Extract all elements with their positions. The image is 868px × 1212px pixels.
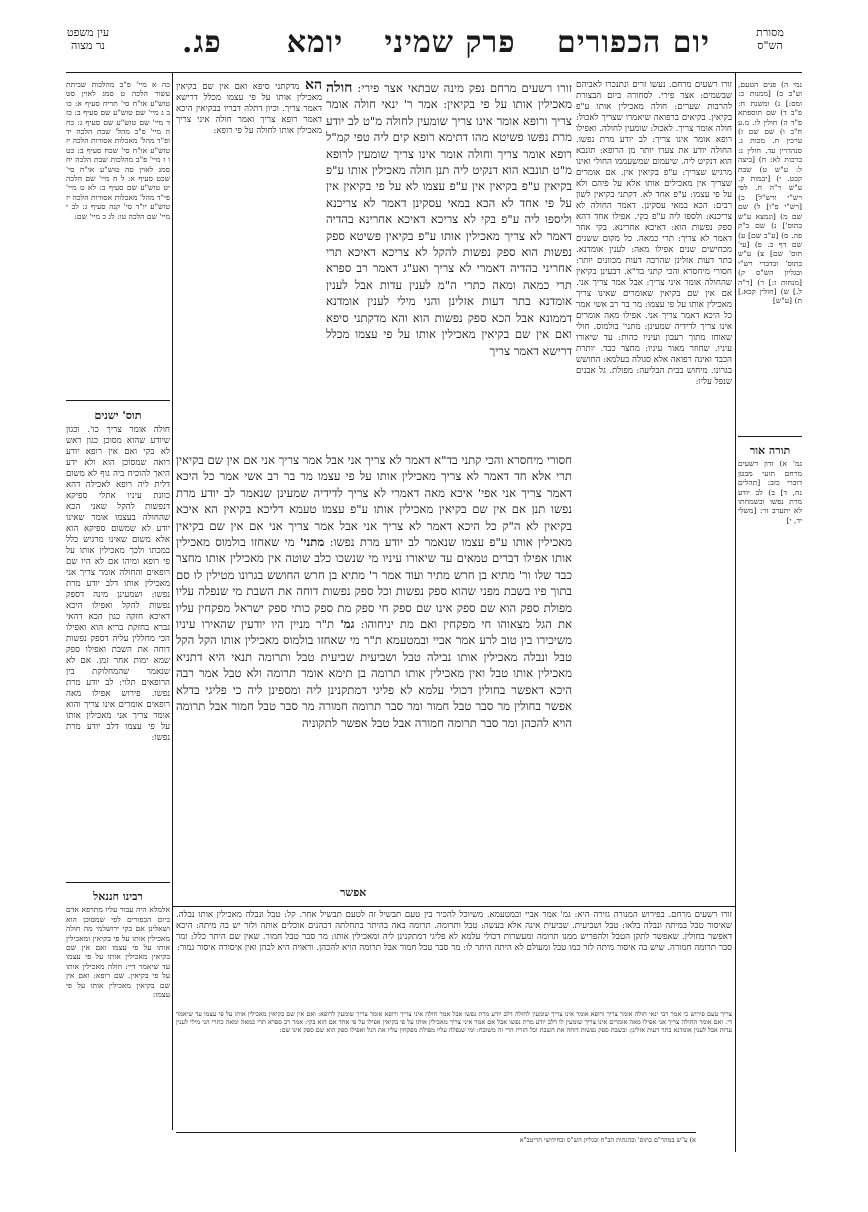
bottom-commentary: זורו רשעים מרחם. בפירוש המנורה גזירה היא: גמ' אמר אביי ובמטעמא. משיוכל להכיר בין טעם תבשיל זה לטעם תבשיל אחר. קל: טבל ונבלה מאכילין אותו נבלה. שאיסור טבל במיתה ונבלה בלאו: טבל ושביעית. שביעית אינה אלא בעשה: טבל ותרומה. תרומה באה בהיתר בתחלתה דכהנים אוכלים אותה ולזר יש בה מיתה: היכא דאפשר בחולין. שאפשר לתקן הטבל ולהפריש ממנו תרומה ומעשרות דכולי עלמא לא פליגי דמתקנינן ליה ומאכילין אותו: מר סבר טבל חמור. שאין שם היתר כלל: ומר סבר תרומה חמורה. שיש בה איסור מיתה לזר כמו טבל ומעולם לא היתה היתר לו: מר סבר טבל חמור אבל תרומה הויא להכהן. וראויה היא לכהן ואין איסורה איסור גמור: [176,910,732,953]
rashi-column: זורו רשעים מרחם. נעשו זרים ונתנכרו לאביהם שבשמים: אצר פירי. לסחורה ביום הבצורת להרבות שערים: חולה מאכילין אותו ע"פ בקיאין. בקיאים ברפואה שיאמרו שצריך לאכול: חולה אומר צריך. לאכול: שומעין לחולה. ואפילו רופא אומר אינו צריך: לב יודע מרת נפשו. החולה יודע את צערו יותר מן הרופא: תונבא הוא דנקיט ליה. שיעמום שמשעממו החולי ואינו מרגיש שצריך: ע"פ בקיאין אין. אם אומרים שצריך אין מאכילים אותו אלא על פיהם ולא על פי עצמו: ע"פ אחד לא. דקתני בקיאין לשון רבים: הכא במאי עסקינן. דאמר החולה לא צריכנא: ולספו ליה ע"פ בקי. אפילו אחד דהא ספק נפשות הוא: דאיכא אחרינא. בקי אחר דאמר לא צריך: תרי כמאה. כל מקום ששנים מכחישים שנים אפילו מאה: לענין אומדנא. בתר דעות אזלינן שהרבה דעות מכוונים יותר: חסורי מיחסרא והכי קתני בד"א. דבעינן בקיאין שהחולה אומר איני צריך: אבל אמר צריך אני. אם אין שם בקיאין שאומרים שאינו צריך מאכילין אותו על פי עצמו: מר בר רב אשי אמר כל היכא דאמר צריך אני. אפילו מאה אומרים אינו צריך לדידיה שמעינן: מתני' בולמוס. חולי שאוחז מתוך רעבון ועיניו כהות: עד שיאורו עיניו. שחוזר מאור עיניו: מחצר כבד. יותרת הכבד ואינה רפואה אלא סגולה בעלמא: החושש בגרונו. מיחוש בבית הבליעה: מפולת. גל אבנים שנפל עליו: [576,80,732,387]
tractate-name: יומא [286,25,344,60]
torah-or-title: תורה אור [749,444,791,457]
rabbeinu-chananel-box [66,886,170,1126]
ein-mishpat-column: כה א מיי' פ"ב מהלכות שביתת עשור הלכה ט סמג לאוין סט טוש"ע או"ח סי' תריח סעיף א: כו ב ג מיי' שם טוש"ע שם סעיף ב: כז ד מיי' שם טוש"ע שם סעיף ג: כח ה מיי' פ"ב מהל' שבת הלכה יד ופ"ד מהל' מאכלות אסורות הלכה יז טוש"ע או"ח סי' שכח סעיף ב: כט ו ז מיי' פ"ב מהלכות שבת הלכה יח סמג לאוין סה טוש"ע או"ח סי' שכט סעיף א: ל ח מיי' שם הלכה יט טוש"ע שם סעיף ב: לא ט מיי' פי"ד מהל' מאכלות אסורות הלכה יז טוש"ע יו"ד סי' קנה סעיף ג: לב י מיי' שם הלכה טו: לג כ מיי' שם: [66,80,170,221]
gemara-text-block [326,80,572,450]
footnote-reference: א) ע"ש במהר"ם בתוס' ובהגהות הב"ח ובגליון הש"ס ובחידושי הריטב"א [519,1136,696,1144]
footnotes-block: צריך טעם פירוש כי אמר רבי ינאי חולה אומר צריך ורופא אומר אינו צריך שומעין לחולה דלב יודע מרת נפשו אבל אמר חולה איני צריך ורופא אומר צריך שומעין לרופא: ואם אין שם בקיאין מאכילין אותו על פי עצמו עד שיאמר די. ואם אומר החולה צריך אני אפילו מאה אומרים אינו צריך שומעין לו דלב יודע מרת נפשו אבל אם אמר איני צריך מאכילין אותו על פי בקיאין אפילו על פי אחד אם הוא בקי: אמר רב ספרא תרי כמאה ומאה כתרי הני מילי לענין עדות אבל לענין אומדנא בתר דעות אזלינן: ובשבת ספק נפשות דוחה את השבת וכל הזריז הרי זה משובח: ומי שנפלה עליו מפולת מפקחין עליו את הגל ואפילו ספק הוא שם ספק אינו שם: [176,1010,732,1035]
gemara2-text: ת"ר מניין היו יודעין שהאירו עיניו משיכירו בין טוב לרע אמר אביי ובמטעמא ת"ר מי שאחזו בולמוס מאכילין אותו הקל הקל טבל ונבלה מאכילין אותו נבילה טבל ושביעית שביעית טבל ותרומה תנאי היא דתניא מאכילין אותו טבל ואין מאכילין אותו תרומה בן תימא אומר תרומה ולא טבל אמר רבה היכא דאפשר בחולין דכולי עלמא לא פליגי דמתקנינן ליה ומספינן ליה כי פליגי בדלא אפשר בחולין מר סבר טבל חמור ומר סבר תרומה חמורה מר סבר טבל חמור אבל תרומה הויא להכהן ומר סבר תרומה חמורה אבל טבל אפשר לתקוניה [176,617,572,730]
torah-or-box [738,440,802,570]
mishnah-lead-word: חולה [326,80,353,96]
gemara-middle-text: חסורי מיחסרא והכי קתני בד"א דאמר לא צריך אני אבל אמר צריך אני אם אין שם בקיאין תרי אלא חד דאמר לא צריך מאכילין אותו על פי עצמו מר בר רב אשי אמר כל היכא דאמר צריך אני אפי' איכא מאה דאמרי לא צריך לדידיה שמעינן שנאמר לב יודע מרת נפשו תנן אם אין שם בקיאין מאכילין אותו ע"פ עצמו טעמא דליכא בקיאין הא איכא בקיאין לא ה"ק כל היכא דאמר לא צריך אני אבל אמר צריך אני אם אין שם בקיאין מאכילין אותו ע"פ עצמו שנאמר לב יודע מרת נפשו: [176,453,572,550]
right-margin-rule [735,72,736,1152]
mishnah-text: מאכילין אותו על פי בקיאין: אמר ר' ינאי חולה אומר צריך ורופא אומר אינו צריך שומעין לחולה מ"ט לב יודע מרת נפשו פשיטא מהו דתימא רופא קים ליה טפי קמ"ל רופא אומר צריך וחולה אומר אינו צריך שומעין לרופא מ"ט תונבא הוא דנקיט ליה תנן חולה מאכילין אותו ע"פ בקיאין ע"פ בקיאין אין ע"פ עצמו לא על פי בקיאין אין על פי אחד לא הכא במאי עסקינן דאמר לא צריכנא וליספו ליה ע"פ בקי לא צריכא דאיכא אחרינא בהדיה דאמר לא צריך מאכילין אותו ע"פ בקיאין פשיטא ספק נפשות הוא ספק נפשות להקל לא צריכא דאיכא תרי אחריני בהדיה דאמרי לא צריך ואע"ג דאמר רב ספרא תרי כמאה ומאה כתרי ה"מ לענין עדות אבל לענין אומדנא בתר דעות אזלינן והני מילי לענין אומדנא דממונא אבל הכא ספק נפשות הוא והא מדקתני סיפא ואם אין שם בקיאין מאכילין אותו על פי עצמו מכלל דרישא דאמר צריך [326,97,572,358]
masoret-heading [738,26,802,66]
torah-or-rule [738,436,802,437]
rabbeinu-rule [66,882,170,883]
footnote-rule [176,1132,696,1133]
page-number: פג. [182,25,222,60]
rabbeinu-chananel-title: רבינו חננאל [93,890,143,903]
rabbeinu-chananel-text: אלמלא היה עבור עליו מתרפא אדם ביום הכפורים לפי שמסוכן הוא ושאלינן אם בקי ירושלמי מה חולה מאכילין אותו על פי בקיאין ומאכילין אותו על פי עצמו ואם אין שם בקיאין מאכילין אותו על פי עצמו עד שיאמר דיי: חולה מאכילין אותו על פי בקיאין. שם רופא: ואם אין שם בקיאין מאכילין אותו על פי עצמו: [66,905,170,1000]
mishnah2-text: מי שאחזו בולמוס מאכילין אותו אפילו דברים טמאים עד שיאורו עיניו מי שנשכו כלב שוטה אין מאכילין אותו מחצר כבד שלו ור' מתיא בן חרש מתיר ועוד אמר ר' מתיא בן חרש החושש בגרונו מטילין לו סם בתוך פיו בשבת מפני שהוא ספק נפשות וכל ספק נפשות דוחה את השבת מי שנפלה עליו מפולת ספק הוא שם ספק אינו שם ספק חי ספק מת ספק כותי ספק ישראל מפקחין עליו את הגל מצאוהו חי מפקחין ואם מת יניחוהו: [176,535,572,632]
tosafot-rule [66,400,170,401]
tosafot-yeshanim-text: חולה אומר צריך כו'. וכגון שיודע שהוא מסוכן כגון ראש לא בקי ואם אין רופא יודע רואה שמסוכן הוא ולא ידע היאך להוכיח ביה גוף לא משום דלית ליה רופא לאכילה דהא כוונת עיניו אתלי ספיקא דנפשות להקל שאני הכא שהחולה בעצמו אומר שאינו יודע לא שמשום ספיקא הוא אלא משום שאינו מרגיש כלל במכתו ולכך מאכילין אותו על פי רופא ומיהו אם לא היו שם רופאים והחולה אומר צריך אני מאכילין אותו דלב יודע מרת נפשו: ושמעינן מינה דספק נפשות להקל ואפילו היכא דאיכא חזקה כגון הכא דהאי גברא בחזקת בריא הוא ואפילו הכי מחללין עליה דספק נפשות דוחה את השבת ואפילו ספק שמא ימות אחר זמן. אם לא שנאמר שהמחלוקת בין הרופאים תלוי: לב יודע מרת נפשו. פירוש אפילו מאה רופאים אומרים אינו צריך והוא אומר צריך אני מאכילין אותו על פי עצמו דלב יודע מרת נפשו: [66,425,170,743]
masoret-title: מסורת [756,26,784,39]
mishnah2-label: מתני' [299,535,325,550]
gemara-opening: זורו רשעים מרחם נפק מינה שבתאי אצר פירי: [357,81,572,95]
catchword: אפשר [340,886,367,899]
ein-mishpat-title: עין משפט [66,26,110,39]
gemara2-label: גמ' [340,617,355,632]
tosafot-yeshanim-title: תוס' ישנים [94,409,142,422]
ein-mishpat-heading [60,26,116,66]
header-rule [66,72,802,73]
bottom-commentary-rule [172,906,735,907]
chapter-name: יום הכפורים [557,25,710,60]
hashas-title: הש"ס [757,39,783,52]
ner-mitzvah-title: נר מצוה [71,39,105,52]
tosafot-yeshanim-box [66,404,170,878]
left-margin-rule [172,72,173,1130]
chapter-number: פרק שמיני [384,25,516,60]
hamishnah-marker: הא [304,80,322,93]
masoret-hashas-column: נמי ה) פנים הטעם, וע"ב ב) [ממנות כ: ומס:] ג) ומשנת ח: פ"ב ד) שם תוספתא פ"ד ה) חולין לו. מ.ע ח"ב ו) שם שם ז) ערכין ח. מכות ג. סנהדרין עד. חולין נ: ברכות לא: ח) [ביצה ל: ע"ש ט) שבת קכט. י) [יבמות ק. ע"ש ר"ה ח. לפי רש"י ורש"ל] כ) [רש"י פ"ו] ל) שם שם מ) [ונמצא ע"ש בתוס'] נ) שם ב"ק פה. ס) [ע"ב שם] ע) שם דף ב. פ) [עי' תוס' שם] צ) ע"ש בתוס' ובדברי רש"י ובגליון הש"ס ק) [מנחות ז:] ר) [ר"ה ל.] ש) [חולין קכא.] ת) [ע"ש] [738,80,802,306]
torah-or-text: גמ' א) זדון רשעים מרחם תועי מבטן דוברי כזב: [תהלים נח, ד] ב) לב יודע מרת נפשו ובשמחתו לא יתערב זר: [משלי יד, י] [738,459,802,525]
top-left-commentary-text: מדקתני סיפא ואם אין שם בקיאין מאכילין אותו על פי עצמו מכלל דרישא דאמר צריך. וכיון דתלה דבריו בבקיאין היכא דאמר רופא צריך ואמר חולה איני צריך מאכילין אותו לחולה על פי רופא: [176,82,322,136]
gemara-wide-block [176,452,572,900]
top-left-commentary [176,80,322,450]
